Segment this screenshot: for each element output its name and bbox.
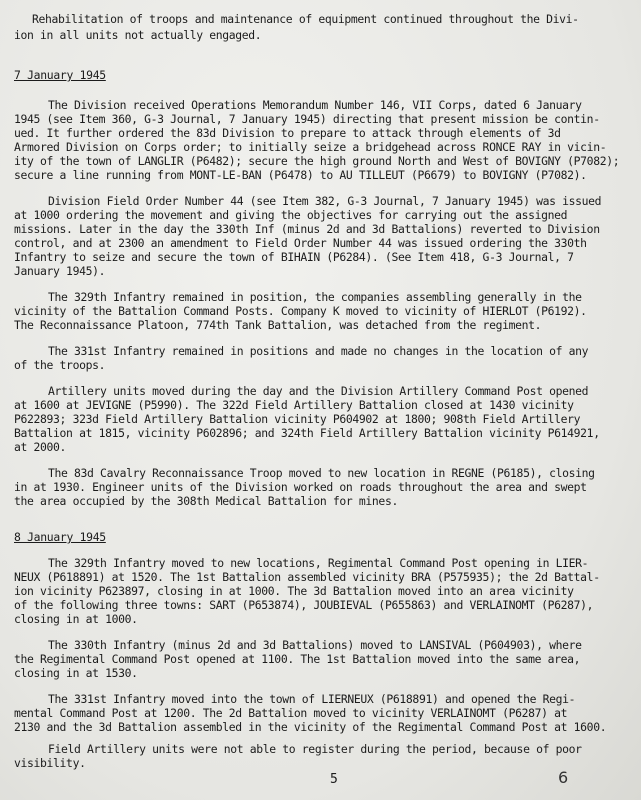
text-line: vicinity of the Battalion Command Posts. Company K moved to vicinity of HIERLOT (P6192). bbox=[14, 304, 587, 318]
text-line: The Reconnaissance Platoon, 774th Tank Battalion, was detached from the regiment. bbox=[14, 318, 542, 332]
text-line: The 329th Infantry moved to new locations, Regimental Command Post opening in LIER- bbox=[48, 556, 589, 570]
text-line: missions. Later in the day the 330th Inf (minus 2d and 3d Battalions) reverted to Division bbox=[14, 222, 600, 236]
text-line: The 329th Infantry remained in position, the companies assembling generally in the bbox=[48, 290, 582, 304]
text-line: mental Command Post at 1200. The 2d Battalion moved to vicinity VERLAINOMT (P6287) at bbox=[14, 706, 568, 720]
text-line: of the following three towns: SART (P653874), JOUBIEVAL (P655863) and VERLAINOMT (P6287), bbox=[14, 598, 594, 612]
text-line: the area occupied by the 308th Medical Battalion for mines. bbox=[14, 494, 398, 508]
text-line: ity of the town of LANGLIR (P6482); secure the high ground North and West of BOVIGNY (P7082); bbox=[14, 154, 620, 168]
sheet-number: 6 bbox=[558, 768, 569, 787]
text-line: at 2000. bbox=[14, 440, 67, 454]
text-line: ion in all units not actually engaged. bbox=[14, 28, 262, 42]
text-line: of the troops. bbox=[14, 358, 106, 372]
text-line: The 330th Infantry (minus 2d and 3d Battalions) moved to LANSIVAL (P604903), where bbox=[48, 638, 582, 652]
text-line: at 1600 at JEVIGNE (P5990). The 322d Field Artillery Battalion closed at 1430 vicinity bbox=[14, 398, 574, 412]
text-line: control, and at 2300 an amendment to Field Order Number 44 was issued ordering the 330th bbox=[14, 236, 587, 250]
text-line: NEUX (P618891) at 1520. The 1st Battalion assembled vicinity BRA (P575935); the 2d Battal- bbox=[14, 570, 600, 584]
text-line: The Division received Operations Memorandum Number 146, VII Corps, dated 6 January bbox=[48, 98, 582, 112]
text-line: Infantry to seize and secure the town of BIHAIN (P6284). (See Item 418, G-3 Journal, 7 bbox=[14, 250, 574, 264]
text-line: Rehabilitation of troops and maintenance of equipment continued throughout the Divi- bbox=[32, 12, 579, 26]
text-line: closing in at 1530. bbox=[14, 666, 138, 680]
text-line: Field Artillery units were not able to register during the period, because of poor bbox=[48, 742, 582, 756]
text-line: The 331st Infantry remained in positions and made no changes in the location of any bbox=[48, 344, 589, 358]
section-date: 7 January 1945 bbox=[14, 68, 106, 82]
text-line: ion vicinity P623897, closing in at 1000. The 3d Battalion moved into an area vicinity bbox=[14, 584, 574, 598]
text-line: visibility. bbox=[14, 756, 86, 770]
text-line: January 1945). bbox=[14, 264, 106, 278]
text-line: The 331st Infantry moved into the town of LIERNEUX (P618891) and opened the Regi- bbox=[48, 692, 576, 706]
text-line: the Regimental Command Post opened at 1100. The 1st Battalion moved into the same area, bbox=[14, 652, 581, 666]
text-line: Armored Division on Corps order; to initially seize a bridgehead across RONCE RAY in vicin- bbox=[14, 140, 607, 154]
text-line: Division Field Order Number 44 (see Item 382, G-3 Journal, 7 January 1945) was issued bbox=[48, 194, 602, 208]
text-line: at 1000 ordering the movement and giving the objectives for carrying out the assigned bbox=[14, 208, 568, 222]
text-line: Battalion at 1815, vicinity P602896; and 324th Field Artillery Battalion vicinity P614921, bbox=[14, 426, 600, 440]
text-line: The 83d Cavalry Reconnaissance Troop moved to new location in REGNE (P6185), closing bbox=[48, 466, 595, 480]
text-line: 1945 (see Item 360, G-3 Journal, 7 January 1945) directing that present mission be contin- bbox=[14, 112, 600, 126]
page-number: 5 bbox=[330, 772, 338, 787]
text-line: secure a line running from MONT-LE-BAN (P6478) to AU TILLEUT (P6679) to BOVIGNY (P7082). bbox=[14, 168, 587, 182]
text-line: Artillery units moved during the day and the Division Artillery Command Post opened bbox=[48, 384, 589, 398]
text-line: in at 1930. Engineer units of the Division worked on roads throughout the area and swept bbox=[14, 480, 587, 494]
text-line: closing in at 1000. bbox=[14, 612, 138, 626]
text-line: ued. It further ordered the 83d Division to prepare to attack through elements of 3d bbox=[14, 126, 561, 140]
text-line: P622893; 323d Field Artillery Battalion vicinity P604902 at 1800; 908th Field Artillery bbox=[14, 412, 581, 426]
section-date: 8 January 1945 bbox=[14, 530, 106, 544]
text-line: 2130 and the 3d Battalion assembled in the vicinity of the Regimental Command Post at 1600. bbox=[14, 720, 607, 734]
